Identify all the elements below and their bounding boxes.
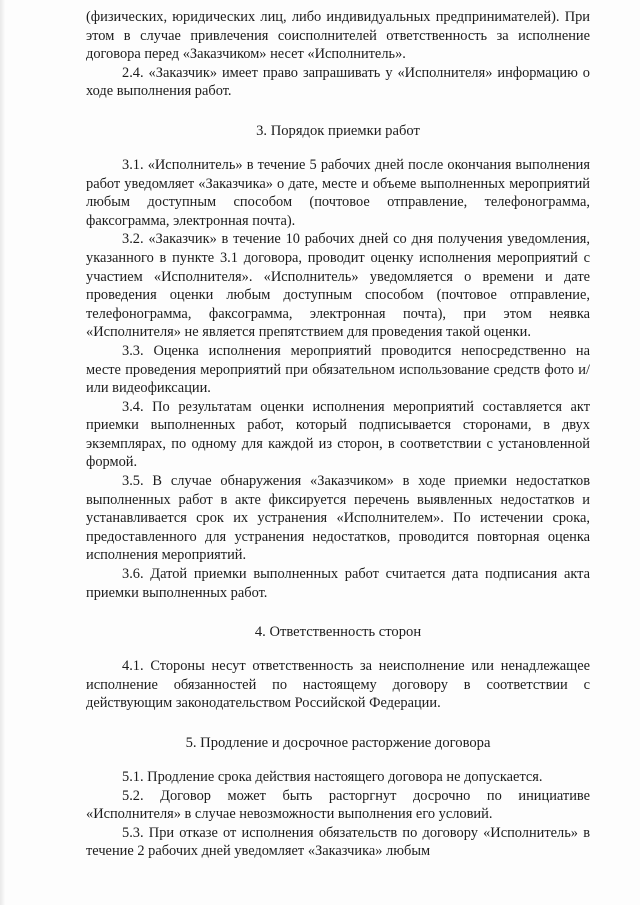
scan-edge <box>0 0 6 905</box>
paragraph-5-2: 5.2. Договор может быть расторгнут досрочно по инициативе «Исполнителя» в случае невозможности выполнения его условий. <box>86 787 590 823</box>
paragraph-3-6: 3.6. Датой приемки выполненных работ считается дата подписания акта приемки выполненных работ. <box>86 566 590 601</box>
paragraph-5-1: 5.1. Продление срока действия настоящего договора не допускается. <box>122 769 543 785</box>
paragraph-4-1: 4.1. Стороны несут ответственность за неисполнение или ненадлежащее исполнение обязанностей по настоящему договору в соответствии с действующим законодательством Российской Федерации. <box>86 658 590 712</box>
section-4-title: 4. Ответственность сторон <box>254 624 422 641</box>
paragraph-3-2: 3.2. «Заказчик» в течение 10 рабочих дней со дня получения уведомления, указанного в пункте 3.1 договора, проводит оценку исполнения мероприятий с участием «Исполнителя». «Исполнитель» уведомляется о времени и дате проведения оценки любым доступным способом (почтовое отправление, телефонограмма, факсограмма, электронная почта), при этом неявка «Исполнителя» не является препятствием для проведения такой оценки. <box>86 231 590 341</box>
paragraph-5-3: 5.3. При отказе от исполнения обязательств по договору «Исполнитель» в течение 2 рабочих дней уведомляет «Заказчика» любым <box>86 824 590 860</box>
paragraph-3-3: 3.3. Оценка исполнения мероприятий проводится непосредственно на месте проведения мероприятий при обязательном использование средств фото и/или видеофиксации. <box>86 342 590 397</box>
section-5-title: 5. Продление и досрочное расторжение договора <box>185 735 491 751</box>
paragraph-3-1: 3.1. «Исполнитель» в течение 5 рабочих дней после окончания выполнения работ уведомляет «Заказчика» о дате, месте и объеме выполненных мероприятий любым доступным способом (почтовое отправление, телефонограмма, факсограмма, электронная почта). <box>86 156 590 229</box>
paragraph-2-4: 2.4. «Заказчик» имеет право запрашивать у «Исполнителя» информацию о ходе выполнения работ. <box>86 64 590 100</box>
section-3-title: 3. Порядок приемки работ <box>256 122 420 139</box>
paragraph-3-5: 3.5. В случае обнаружения «Заказчиком» в ходе приемки недостатков выполненных работ в акте фиксируется перечень выявленных недостатков и устанавливается срок их устранения «Исполнителем». По истечении срока, предоставленного для устранения недостатков, проводится повторная оценка исполнения мероприятий. <box>86 473 590 564</box>
paragraph-3-4: 3.4. По результатам оценки исполнения мероприятий составляется акт приемки выполненных работ, который подписывается сторонами, в двух экземплярах, по одному для каждой из сторон, в соответствии с установленной формой. <box>86 398 590 471</box>
paragraph-continuation: (физических, юридических лиц, либо индивидуальных предпринимателей). При этом в случае привлечения соисполнителей ответственность за исполнение договора перед «Заказчиком» несет «Исполнитель». <box>86 9 590 63</box>
